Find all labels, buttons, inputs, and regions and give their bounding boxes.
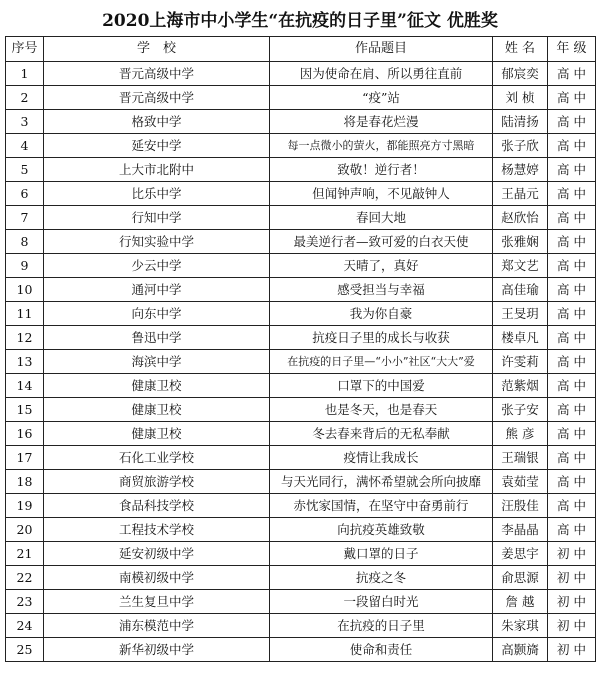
grade-level: 高 中 — [548, 374, 596, 398]
table-row — [6, 614, 596, 638]
table-row — [6, 182, 596, 206]
table-row — [6, 158, 596, 182]
school-name: 商贸旅游学校 — [44, 470, 270, 494]
student-name: 楼卓凡 — [493, 326, 548, 350]
school-name: 食品科技学校 — [44, 494, 270, 518]
student-name: 袁茹莹 — [493, 470, 548, 494]
page-title: 2020上海市中小学生“在抗疫的日子里”征文 优胜奖 — [102, 11, 498, 31]
work-title: 感受担当与幸福 — [270, 278, 493, 302]
grade-level: 高 中 — [548, 326, 596, 350]
row-number: 22 — [6, 566, 44, 590]
student-name: 高佳瑜 — [493, 278, 548, 302]
work-title: 因为使命在肩、所以勇往直前 — [270, 62, 493, 86]
grade-level: 高 中 — [548, 302, 596, 326]
table-row — [6, 494, 596, 518]
student-name: 李晶晶 — [493, 518, 548, 542]
student-name: 许雯莉 — [493, 350, 548, 374]
table-row — [6, 470, 596, 494]
table-row — [6, 398, 596, 422]
grade-level: 高 中 — [548, 86, 596, 110]
school-name: 格致中学 — [44, 110, 270, 134]
school-name: 健康卫校 — [44, 398, 270, 422]
table-row — [6, 230, 596, 254]
student-name: 俞思源 — [493, 566, 548, 590]
work-title: 抗疫日子里的成长与收获 — [270, 326, 493, 350]
student-name: 姜思宇 — [493, 542, 548, 566]
grade-level: 初 中 — [548, 566, 596, 590]
table-row — [6, 206, 596, 230]
row-number: 3 — [6, 110, 44, 134]
student-name: 王瑞银 — [493, 446, 548, 470]
school-name: 兰生复旦中学 — [44, 590, 270, 614]
row-number: 25 — [6, 638, 44, 662]
student-name: 赵欣怡 — [493, 206, 548, 230]
table-row — [6, 518, 596, 542]
grade-level: 高 中 — [548, 470, 596, 494]
grade-level: 高 中 — [548, 230, 596, 254]
grade-level: 高 中 — [548, 350, 596, 374]
student-name: 汪殷佳 — [493, 494, 548, 518]
table-row — [6, 326, 596, 350]
student-name: 张子欣 — [493, 134, 548, 158]
school-name: 行知中学 — [44, 206, 270, 230]
row-number: 15 — [6, 398, 44, 422]
student-name: 郑文艺 — [493, 254, 548, 278]
work-title: 抗疫之冬 — [270, 566, 493, 590]
grade-level: 高 中 — [548, 494, 596, 518]
row-number: 8 — [6, 230, 44, 254]
work-title: 我为你自豪 — [270, 302, 493, 326]
table-body — [6, 62, 596, 662]
student-name: 朱家琪 — [493, 614, 548, 638]
grade-level: 高 中 — [548, 206, 596, 230]
student-name: 詹 越 — [493, 590, 548, 614]
grade-level: 高 中 — [548, 422, 596, 446]
grade-level: 初 中 — [548, 614, 596, 638]
row-number: 20 — [6, 518, 44, 542]
table-row — [6, 134, 596, 158]
grade-level: 初 中 — [548, 638, 596, 662]
school-name: 延安中学 — [44, 134, 270, 158]
school-name: 海滨中学 — [44, 350, 270, 374]
work-title: 向抗疫英雄致敬 — [270, 518, 493, 542]
work-title: 最美逆行者—致可爱的白衣天使 — [270, 230, 493, 254]
row-number: 17 — [6, 446, 44, 470]
header-number: 序号 — [6, 37, 44, 62]
table-row — [6, 542, 596, 566]
row-number: 11 — [6, 302, 44, 326]
student-name: 范紫烟 — [493, 374, 548, 398]
table-row — [6, 566, 596, 590]
row-number: 18 — [6, 470, 44, 494]
table-row — [6, 422, 596, 446]
row-number: 24 — [6, 614, 44, 638]
table-row — [6, 302, 596, 326]
student-name: 高颢旖 — [493, 638, 548, 662]
student-name: 张雅娴 — [493, 230, 548, 254]
school-name: 向东中学 — [44, 302, 270, 326]
work-title: 但闻钟声响，不见敲钟人 — [270, 182, 493, 206]
row-number: 4 — [6, 134, 44, 158]
work-title: 冬去春来背后的无私奉献 — [270, 422, 493, 446]
award-table — [5, 36, 596, 662]
school-name: 工程技术学校 — [44, 518, 270, 542]
work-title: 每一点微小的萤火，都能照亮方寸黑暗 — [270, 134, 493, 158]
grade-level: 高 中 — [548, 398, 596, 422]
school-name: 行知实验中学 — [44, 230, 270, 254]
row-number: 12 — [6, 326, 44, 350]
work-title: 赤忱家国情，在坚守中奋勇前行 — [270, 494, 493, 518]
row-number: 10 — [6, 278, 44, 302]
row-number: 2 — [6, 86, 44, 110]
work-title: 在抗疫的日子里—“小小”社区“大大”爱 — [270, 350, 493, 374]
grade-level: 高 中 — [548, 278, 596, 302]
grade-level: 高 中 — [548, 254, 596, 278]
table-row — [6, 62, 596, 86]
school-name: 健康卫校 — [44, 422, 270, 446]
grade-level: 高 中 — [548, 446, 596, 470]
table-row — [6, 374, 596, 398]
row-number: 6 — [6, 182, 44, 206]
school-name: 晋元高级中学 — [44, 62, 270, 86]
student-name: 郁宸奕 — [493, 62, 548, 86]
work-title: 使命和责任 — [270, 638, 493, 662]
student-name: 熊 彦 — [493, 422, 548, 446]
table-row — [6, 110, 596, 134]
header-name: 姓 名 — [493, 37, 548, 62]
work-title: “疫”站 — [270, 86, 493, 110]
row-number: 5 — [6, 158, 44, 182]
school-name: 健康卫校 — [44, 374, 270, 398]
work-title: 春回大地 — [270, 206, 493, 230]
student-name: 刘 桢 — [493, 86, 548, 110]
student-name: 王旻玥 — [493, 302, 548, 326]
school-name: 浦东模范中学 — [44, 614, 270, 638]
school-name: 少云中学 — [44, 254, 270, 278]
work-title: 天晴了，真好 — [270, 254, 493, 278]
work-title: 口罩下的中国爱 — [270, 374, 493, 398]
table-row — [6, 278, 596, 302]
grade-level: 高 中 — [548, 110, 596, 134]
student-name: 陆清扬 — [493, 110, 548, 134]
school-name: 比乐中学 — [44, 182, 270, 206]
work-title: 疫情让我成长 — [270, 446, 493, 470]
work-title: 戴口罩的日子 — [270, 542, 493, 566]
row-number: 19 — [6, 494, 44, 518]
header-school: 学 校 — [44, 37, 270, 62]
row-number: 14 — [6, 374, 44, 398]
row-number: 7 — [6, 206, 44, 230]
school-name: 新华初级中学 — [44, 638, 270, 662]
header-title: 作品题目 — [270, 37, 493, 62]
row-number: 9 — [6, 254, 44, 278]
student-name: 杨慧婷 — [493, 158, 548, 182]
grade-level: 高 中 — [548, 158, 596, 182]
row-number: 13 — [6, 350, 44, 374]
table-row — [6, 350, 596, 374]
row-number: 16 — [6, 422, 44, 446]
row-number: 23 — [6, 590, 44, 614]
school-name: 延安初级中学 — [44, 542, 270, 566]
table-row — [6, 446, 596, 470]
grade-level: 初 中 — [548, 542, 596, 566]
school-name: 晋元高级中学 — [44, 86, 270, 110]
student-name: 张子安 — [493, 398, 548, 422]
school-name: 南模初级中学 — [44, 566, 270, 590]
grade-level: 高 中 — [548, 182, 596, 206]
school-name: 上大市北附中 — [44, 158, 270, 182]
table-header-row — [6, 37, 596, 62]
work-title: 一段留白时光 — [270, 590, 493, 614]
grade-level: 初 中 — [548, 590, 596, 614]
row-number: 21 — [6, 542, 44, 566]
work-title: 致敬！逆行者！ — [270, 158, 493, 182]
table-row — [6, 590, 596, 614]
work-title: 在抗疫的日子里 — [270, 614, 493, 638]
school-name: 通河中学 — [44, 278, 270, 302]
work-title: 也是冬天，也是春天 — [270, 398, 493, 422]
work-title: 将是春花烂漫 — [270, 110, 493, 134]
row-number: 1 — [6, 62, 44, 86]
grade-level: 高 中 — [548, 518, 596, 542]
table-row — [6, 254, 596, 278]
table-row — [6, 638, 596, 662]
school-name: 石化工业学校 — [44, 446, 270, 470]
grade-level: 高 中 — [548, 62, 596, 86]
school-name: 鲁迅中学 — [44, 326, 270, 350]
work-title: 与天光同行，满怀希望就会所向披靡 — [270, 470, 493, 494]
header-grade: 年 级 — [548, 37, 596, 62]
student-name: 王晶元 — [493, 182, 548, 206]
table-row — [6, 86, 596, 110]
grade-level: 高 中 — [548, 134, 596, 158]
